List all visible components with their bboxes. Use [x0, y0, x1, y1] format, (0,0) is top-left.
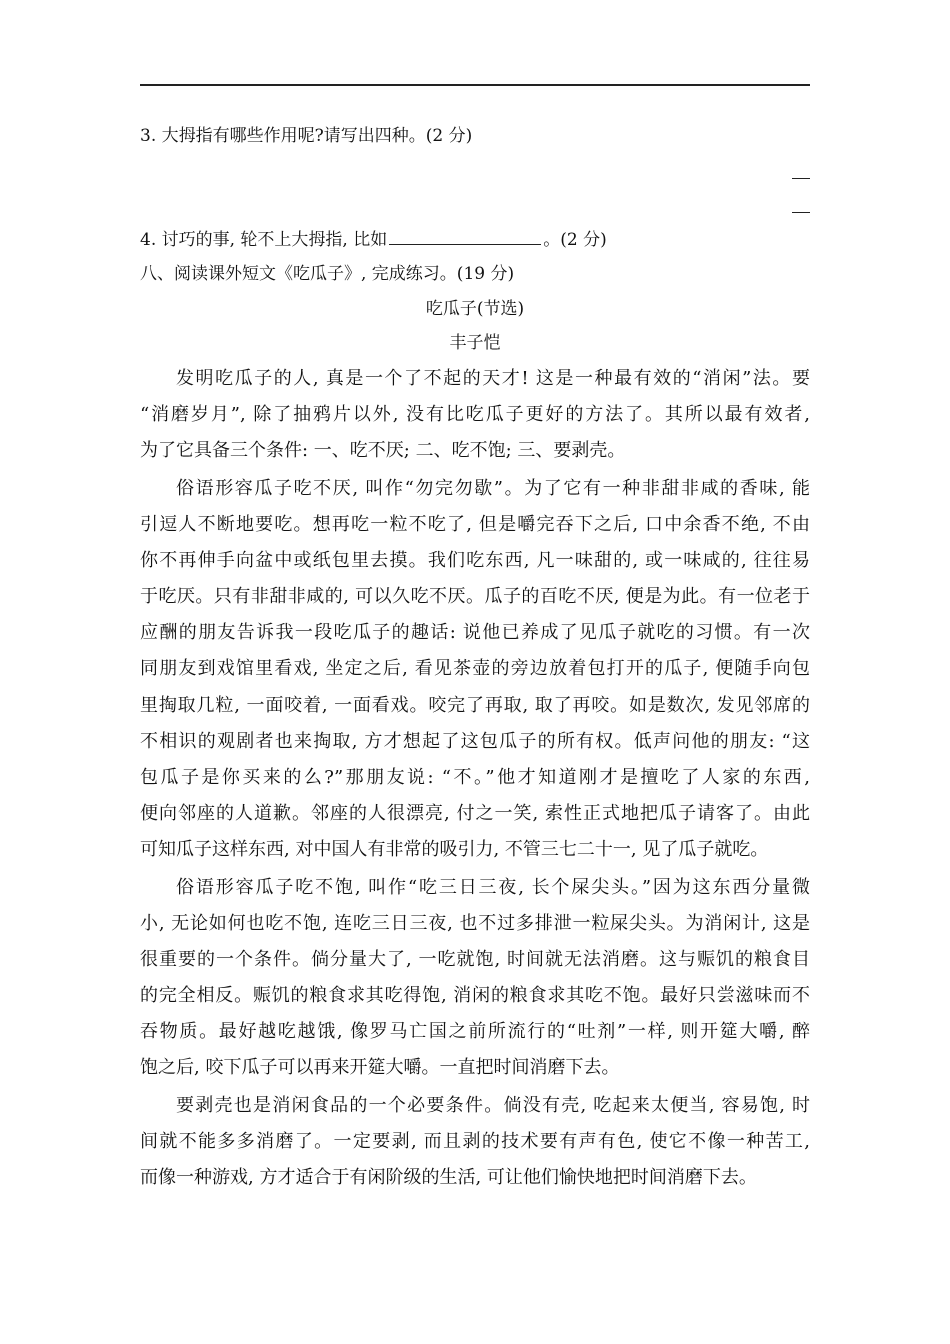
paragraph-line: 而像一种游戏, 方才适合于有闲阶级的生活, 可让他们愉快地把时间消磨下去。 [140, 1167, 757, 1188]
paragraph-line: 饱之后, 咬下瓜子可以再来开筵大嚼。一直把时间消磨下去。 [140, 1057, 620, 1078]
question-4-score: 。(2 分) [543, 230, 607, 250]
paragraph-line: 要剥壳也是消闲食品的一个必要条件。倘没有壳, 吃起来太便当, 容易饱, 时 [176, 1095, 810, 1116]
paragraph-line: 于吃厌。只有非甜非咸的, 可以久吃不厌。瓜子的百吃不厌, 便是为此。有一位老于 [140, 586, 810, 607]
article-author: 丰子恺 [449, 333, 501, 353]
paragraph-line: 可知瓜子这样东西, 对中国人有非常的吸引力, 不管三七二十一, 见了瓜子就吃。 [140, 839, 769, 860]
paragraph-line: 为了它具备三个条件: 一、吃不厌; 二、吃不饱; 三、要剥壳。 [140, 440, 626, 461]
question-4 [140, 228, 810, 252]
paragraph-line: 便向邻座的人道歉。邻座的人很漂亮, 付之一笑, 索性正式地把瓜子请客了。由此 [140, 803, 810, 824]
paragraph-line: 小, 无论如何也吃不饱, 连吃三日三夜, 也不过多排泄一粒屎尖头。为消闲计, 这是 [140, 913, 810, 934]
paragraph-line: 很重要的一个条件。倘分量大了, 一吃就饱, 时间就无法消磨。这与赈饥的粮食目 [140, 949, 810, 970]
answer-line[interactable] [792, 178, 810, 179]
paragraph-line: 包瓜子是你买来的么?”那朋友说: “不。”他才知道刚才是擅吃了人家的东西, [140, 767, 810, 788]
paragraph-line: 吞物质。最好越吃越饿, 像罗马亡国之前所流行的“吐剂”一样, 则开筵大嚼, 醉 [140, 1021, 810, 1042]
paragraph-line: 同朋友到戏馆里看戏, 坐定之后, 看见茶壶的旁边放着包打开的瓜子, 便随手向包 [140, 658, 810, 679]
paragraph-line: “消磨岁月”, 除了抽鸦片以外, 没有比吃瓜子更好的方法了。其所以最有效者, [140, 404, 810, 425]
answer-line[interactable] [792, 212, 810, 213]
article-title: 吃瓜子(节选) [425, 299, 525, 319]
paragraph-line: 不相识的观剧者也来掏取, 方才想起了这包瓜子的所有权。低声问他的朋友: “这 [140, 731, 810, 752]
paragraph-line: 引逗人不断地要吃。想再吃一粒不吃了, 但是嚼完吞下之后, 口中余香不绝, 不由 [140, 514, 810, 535]
paragraph-line: 俗语形容瓜子吃不饱, 叫作“吃三日三夜, 长个屎尖头。”因为这东西分量微 [176, 877, 810, 898]
paragraph-line: 发明吃瓜子的人, 真是一个了不起的天才! 这是一种最有效的“消闲”法。要 [176, 368, 810, 389]
paragraph-line: 间就不能多多消磨了。一定要剥, 而且剥的技术要有声有色, 使它不像一种苦工, [140, 1131, 810, 1152]
paragraph-line: 俗语形容瓜子吃不厌, 叫作“勿完勿歇”。为了它有一种非甜非咸的香味, 能 [176, 478, 810, 499]
paragraph-line: 应酬的朋友告诉我一段吃瓜子的趣话: 说他已养成了见瓜子就吃的习惯。有一次 [140, 622, 810, 643]
question-4-text: 4. 讨巧的事, 轮不上大拇指, 比如 [140, 230, 388, 250]
section-heading: 八、阅读课外短文《吃瓜子》, 完成练习。(19 分) [140, 264, 515, 284]
question-3: 3. 大拇指有哪些作用呢?请写出四种。(2 分) [140, 126, 473, 146]
paragraph-line: 里掏取几粒, 一面咬着, 一面看戏。咬完了再取, 取了再咬。如是数次, 发见邻席的 [140, 695, 810, 716]
paragraph-line: 你不再伸手向盆中或纸包里去摸。我们吃东西, 凡一味甜的, 或一味咸的, 往往易 [140, 550, 810, 571]
top-divider [140, 84, 810, 86]
paragraph-line: 的完全相反。赈饥的粮食求其吃得饱, 消闲的粮食求其吃不饱。最好只尝滋味而不 [140, 985, 810, 1006]
answer-blank[interactable] [389, 228, 541, 245]
